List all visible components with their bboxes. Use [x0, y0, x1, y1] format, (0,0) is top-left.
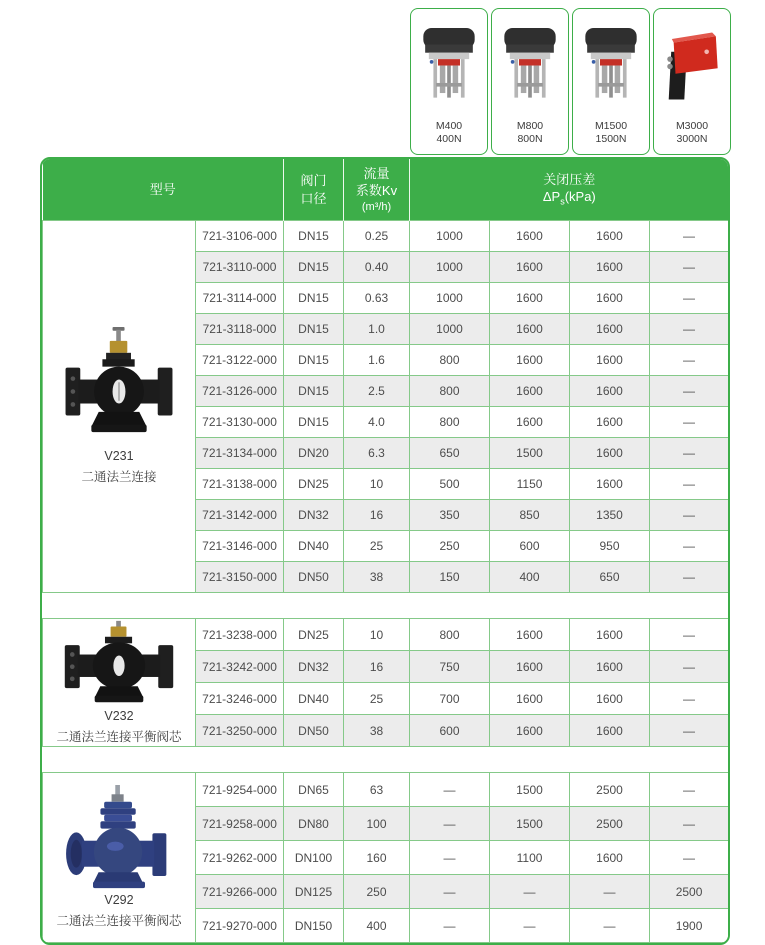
cell-valve-size: DN40	[284, 531, 344, 562]
cell-model-number: 721-3106-000	[196, 221, 284, 252]
cell-valve-size: DN15	[284, 345, 344, 376]
cell-dp-m400: —	[410, 773, 490, 807]
cell-dp-m1500: 1350	[570, 500, 650, 531]
cell-dp-m400: 650	[410, 438, 490, 469]
cell-kv: 63	[344, 773, 410, 807]
box-actuator-image	[656, 13, 728, 120]
cell-dp-m3000: —	[650, 841, 729, 875]
actuator-model: M1500	[594, 119, 628, 132]
cell-dp-m3000: —	[650, 773, 729, 807]
actuator-panel	[410, 8, 731, 155]
cell-valve-size: DN15	[284, 283, 344, 314]
cell-model-number: 721-3142-000	[196, 500, 284, 531]
cell-model-number: 721-9254-000	[196, 773, 284, 807]
spec-table	[40, 157, 730, 945]
cell-dp-m1500: —	[570, 909, 650, 943]
cell-dp-m3000: —	[650, 807, 729, 841]
section-gap	[43, 593, 729, 619]
cell-dp-m3000: —	[650, 345, 729, 376]
cell-dp-m800: 1600	[490, 345, 570, 376]
cell-dp-m3000: 2500	[650, 875, 729, 909]
actuator-card-m1500	[572, 8, 650, 155]
cell-dp-m3000: —	[650, 469, 729, 500]
cell-valve-size: DN40	[284, 683, 344, 715]
actuator-force: 400N	[436, 133, 462, 146]
valve-cell-v231	[43, 221, 196, 593]
cell-dp-m800: 600	[490, 531, 570, 562]
v232-valve-image	[43, 619, 195, 745]
cell-dp-m800: 1500	[490, 807, 570, 841]
cell-valve-size: DN80	[284, 807, 344, 841]
cell-valve-size: DN15	[284, 407, 344, 438]
cell-kv: 4.0	[344, 407, 410, 438]
cell-dp-m1500: 950	[570, 531, 650, 562]
cell-dp-m800: 850	[490, 500, 570, 531]
cell-dp-m800: 1600	[490, 283, 570, 314]
cell-dp-m1500: 1600	[570, 438, 650, 469]
actuator-card-m3000	[653, 8, 731, 155]
cell-dp-m400: 600	[410, 715, 490, 747]
cell-dp-m3000: —	[650, 252, 729, 283]
section-v231	[43, 221, 729, 593]
cell-dp-m1500: 2500	[570, 807, 650, 841]
cell-dp-m3000: —	[650, 407, 729, 438]
cell-valve-size: DN50	[284, 715, 344, 747]
cell-kv: 16	[344, 500, 410, 531]
cell-dp-m3000: —	[650, 715, 729, 747]
cell-dp-m800: 400	[490, 562, 570, 593]
cell-model-number: 721-3110-000	[196, 252, 284, 283]
table-row	[43, 619, 729, 651]
cell-dp-m800: 1600	[490, 683, 570, 715]
header-close-off-pressure: 关闭压差 $\Delta P_s(kPa)$	[410, 159, 729, 221]
cell-valve-size: DN125	[284, 875, 344, 909]
cell-kv: 10	[344, 619, 410, 651]
cell-kv: 0.63	[344, 283, 410, 314]
cell-dp-m800: 1600	[490, 314, 570, 345]
cell-dp-m1500: 1600	[570, 619, 650, 651]
cell-dp-m400: 1000	[410, 283, 490, 314]
cell-valve-size: DN32	[284, 500, 344, 531]
actuator-card-m800	[491, 8, 569, 155]
cell-model-number: 721-9270-000	[196, 909, 284, 943]
cell-dp-m800: 1100	[490, 841, 570, 875]
cell-dp-m800: 1600	[490, 619, 570, 651]
cell-dp-m3000: —	[650, 376, 729, 407]
cell-dp-m400: —	[410, 875, 490, 909]
cell-kv: 6.3	[344, 438, 410, 469]
section-v232	[43, 619, 729, 747]
valve-model-label: V231	[104, 449, 134, 464]
actuator-force: 3000N	[676, 133, 708, 146]
cell-dp-m3000: —	[650, 683, 729, 715]
actuator-model: M800	[516, 119, 544, 132]
cell-dp-m400: 750	[410, 651, 490, 683]
cell-model-number: 721-3238-000	[196, 619, 284, 651]
cell-kv: 100	[344, 807, 410, 841]
header-valve-size: 阀门 口径	[284, 159, 344, 221]
cell-kv: 400	[344, 909, 410, 943]
linear-actuator-image	[575, 13, 647, 120]
cell-dp-m800: 1150	[490, 469, 570, 500]
cell-kv: 25	[344, 531, 410, 562]
valve-connection-label: 二通法兰连接平衡阀芯	[56, 729, 182, 744]
cell-dp-m800: 1600	[490, 407, 570, 438]
actuator-force: 800N	[517, 133, 543, 146]
linear-actuator-image	[413, 13, 485, 120]
cell-dp-m1500: 1600	[570, 469, 650, 500]
cell-dp-m800: —	[490, 875, 570, 909]
valve-model-label: V232	[104, 709, 134, 724]
cell-kv: 1.0	[344, 314, 410, 345]
actuator-card-m400	[410, 8, 488, 155]
cell-dp-m1500: 1600	[570, 376, 650, 407]
cell-dp-m400: —	[410, 909, 490, 943]
cell-dp-m1500: 1600	[570, 283, 650, 314]
cell-model-number: 721-3126-000	[196, 376, 284, 407]
cell-dp-m3000: —	[650, 651, 729, 683]
cell-kv: 0.25	[344, 221, 410, 252]
cell-model-number: 721-3250-000	[196, 715, 284, 747]
cell-kv: 1.6	[344, 345, 410, 376]
cell-dp-m1500: 1600	[570, 407, 650, 438]
cell-valve-size: DN15	[284, 221, 344, 252]
cell-valve-size: DN150	[284, 909, 344, 943]
cell-dp-m800: 1500	[490, 438, 570, 469]
cell-kv: 25	[344, 683, 410, 715]
cell-dp-m1500: 1600	[570, 221, 650, 252]
cell-kv: 2.5	[344, 376, 410, 407]
valve-connection-label: 二通法兰连接平衡阀芯	[56, 913, 182, 928]
valve-model-label: V292	[104, 893, 134, 908]
cell-dp-m400: 1000	[410, 314, 490, 345]
cell-dp-m400: 800	[410, 376, 490, 407]
cell-dp-m800: 1600	[490, 651, 570, 683]
cell-dp-m800: 1600	[490, 221, 570, 252]
table-row	[43, 773, 729, 807]
actuator-model: M3000	[675, 119, 709, 132]
cell-dp-m1500: 2500	[570, 773, 650, 807]
cell-kv: 16	[344, 651, 410, 683]
cell-dp-m1500: 1600	[570, 252, 650, 283]
cell-model-number: 721-3138-000	[196, 469, 284, 500]
cell-dp-m800: 1500	[490, 773, 570, 807]
cell-dp-m3000: 1900	[650, 909, 729, 943]
cell-dp-m800: 1600	[490, 376, 570, 407]
cell-dp-m1500: 1600	[570, 715, 650, 747]
cell-dp-m3000: —	[650, 562, 729, 593]
cell-model-number: 721-3242-000	[196, 651, 284, 683]
cell-dp-m3000: —	[650, 438, 729, 469]
spacer-cell	[43, 747, 729, 773]
cell-model-number: 721-9258-000	[196, 807, 284, 841]
section-v292	[43, 773, 729, 943]
section-gap	[43, 747, 729, 773]
actuator-model: M400	[435, 119, 463, 132]
cell-dp-m1500: 650	[570, 562, 650, 593]
cell-model-number: 721-3122-000	[196, 345, 284, 376]
linear-actuator-image	[494, 13, 566, 120]
cell-dp-m1500: 1600	[570, 651, 650, 683]
cell-dp-m3000: —	[650, 283, 729, 314]
cell-dp-m400: 250	[410, 531, 490, 562]
cell-dp-m400: 800	[410, 619, 490, 651]
cell-dp-m3000: —	[650, 619, 729, 651]
cell-valve-size: DN65	[284, 773, 344, 807]
cell-dp-m3000: —	[650, 531, 729, 562]
cell-dp-m400: 500	[410, 469, 490, 500]
cell-valve-size: DN15	[284, 252, 344, 283]
cell-dp-m400: 1000	[410, 221, 490, 252]
cell-dp-m1500: 1600	[570, 841, 650, 875]
cell-dp-m400: 1000	[410, 252, 490, 283]
header-row	[43, 159, 729, 221]
cell-dp-m400: 800	[410, 345, 490, 376]
cell-kv: 10	[344, 469, 410, 500]
header-kv: 流量 系数Kv (m³/h)	[344, 159, 410, 221]
cell-valve-size: DN100	[284, 841, 344, 875]
cell-model-number: 721-3246-000	[196, 683, 284, 715]
valve-connection-label: 二通法兰连接	[81, 469, 157, 484]
cell-kv: 250	[344, 875, 410, 909]
cell-dp-m400: 700	[410, 683, 490, 715]
cell-valve-size: DN15	[284, 314, 344, 345]
actuator-force: 1500N	[595, 133, 627, 146]
cell-dp-m1500: —	[570, 875, 650, 909]
cell-model-number: 721-3150-000	[196, 562, 284, 593]
cell-kv: 38	[344, 715, 410, 747]
v292-valve-image	[43, 785, 195, 929]
cell-valve-size: DN25	[284, 469, 344, 500]
cell-valve-size: DN50	[284, 562, 344, 593]
cell-kv: 38	[344, 562, 410, 593]
cell-dp-m3000: —	[650, 314, 729, 345]
cell-dp-m1500: 1600	[570, 345, 650, 376]
spacer-cell	[43, 593, 729, 619]
valve-cell-v232	[43, 619, 196, 747]
cell-valve-size: DN25	[284, 619, 344, 651]
valve-cell-v292	[43, 773, 196, 943]
table-row	[43, 221, 729, 252]
cell-dp-m3000: —	[650, 500, 729, 531]
cell-valve-size: DN32	[284, 651, 344, 683]
cell-dp-m800: 1600	[490, 252, 570, 283]
cell-model-number: 721-3114-000	[196, 283, 284, 314]
cell-dp-m400: 800	[410, 407, 490, 438]
cell-dp-m1500: 1600	[570, 683, 650, 715]
cell-dp-m400: —	[410, 841, 490, 875]
cell-model-number: 721-3118-000	[196, 314, 284, 345]
cell-kv: 0.40	[344, 252, 410, 283]
header-model: 型号	[43, 159, 284, 221]
cell-dp-m400: 350	[410, 500, 490, 531]
cell-valve-size: DN15	[284, 376, 344, 407]
cell-valve-size: DN20	[284, 438, 344, 469]
cell-dp-m3000: —	[650, 221, 729, 252]
cell-model-number: 721-3146-000	[196, 531, 284, 562]
cell-model-number: 721-9262-000	[196, 841, 284, 875]
cell-dp-m1500: 1600	[570, 314, 650, 345]
v231-valve-image	[43, 327, 195, 485]
cell-dp-m400: —	[410, 807, 490, 841]
cell-model-number: 721-3134-000	[196, 438, 284, 469]
cell-dp-m400: 150	[410, 562, 490, 593]
cell-dp-m800: 1600	[490, 715, 570, 747]
cell-model-number: 721-9266-000	[196, 875, 284, 909]
cell-model-number: 721-3130-000	[196, 407, 284, 438]
cell-dp-m800: —	[490, 909, 570, 943]
cell-kv: 160	[344, 841, 410, 875]
